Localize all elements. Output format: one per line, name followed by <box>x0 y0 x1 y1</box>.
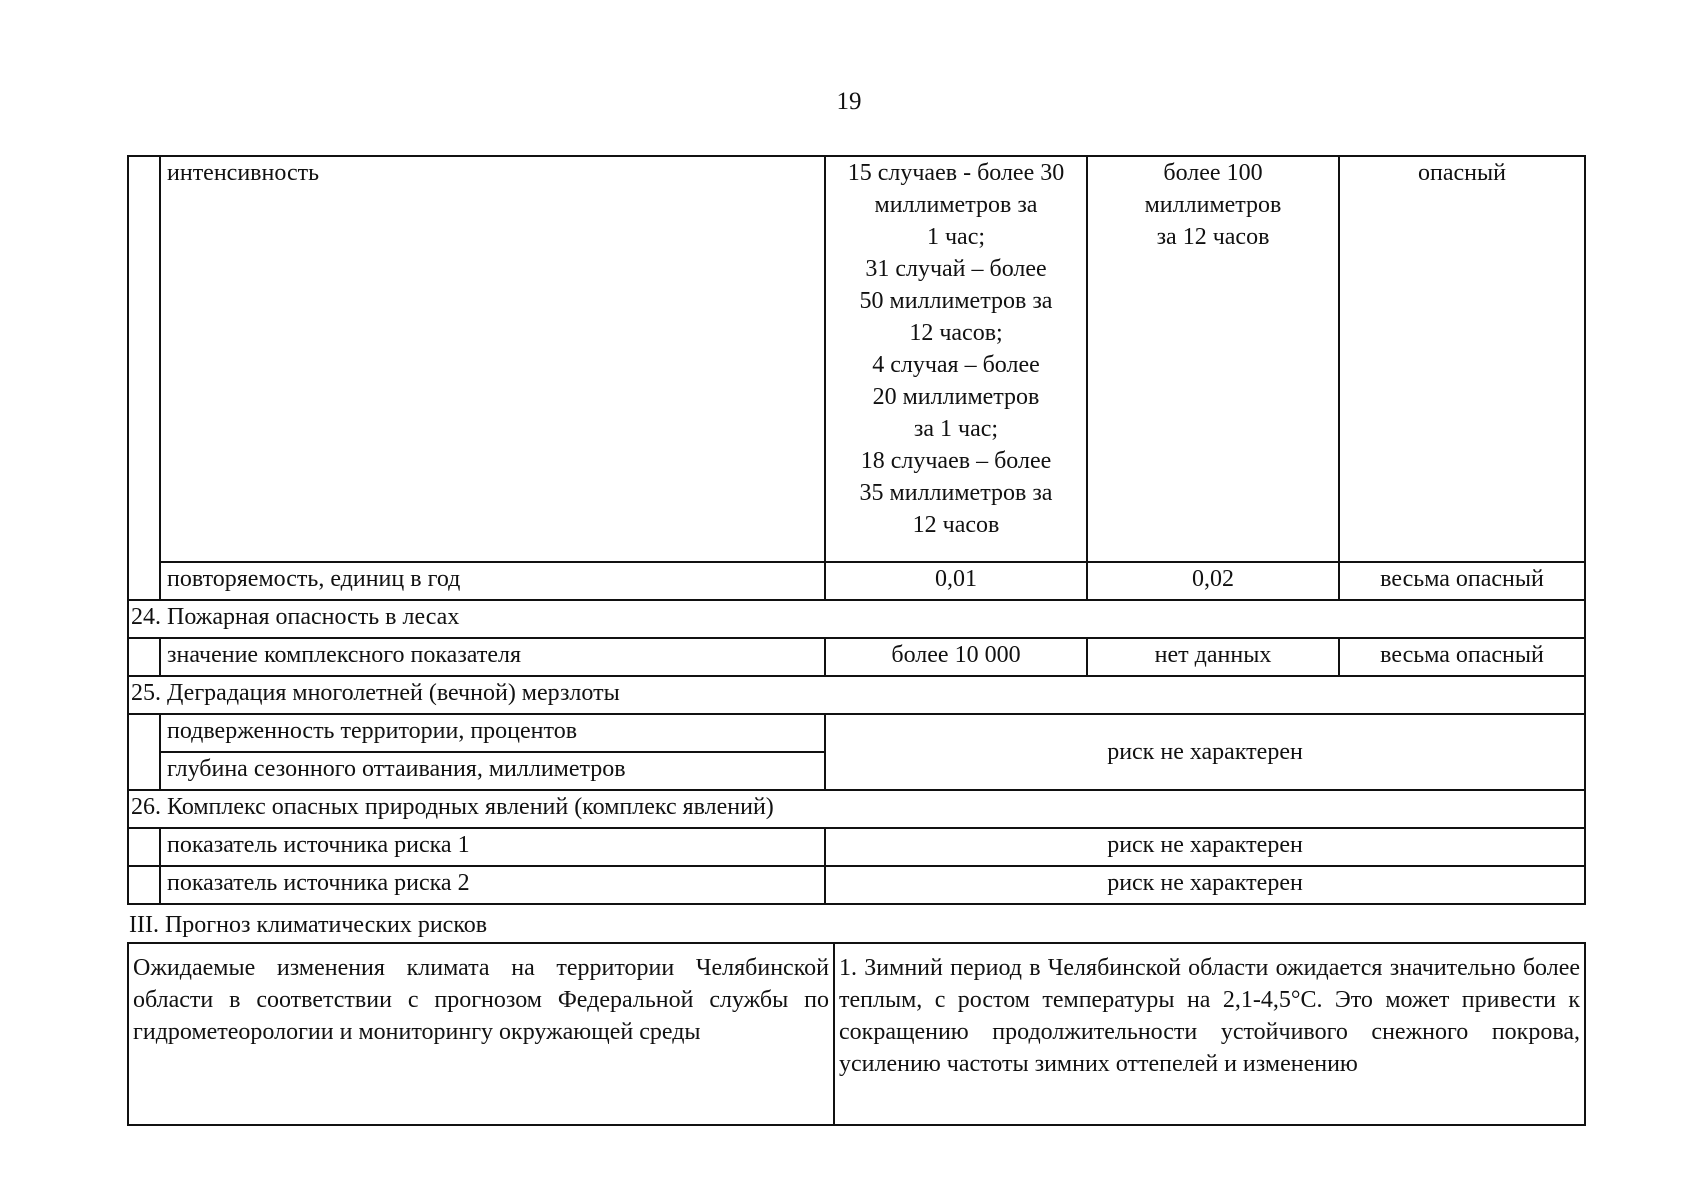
table-row-territory-exposure <box>128 714 1585 752</box>
row-label-complex-index: значение комплексного показателя <box>160 638 825 676</box>
complex-index-danger-level: весьма опасный <box>1339 638 1585 676</box>
row-label-risk-source-2: показатель источника риска 2 <box>160 866 825 904</box>
table-row-intensity <box>128 156 1585 562</box>
risk-source-1-value: риск не характерен <box>825 828 1585 866</box>
page-number: 19 <box>836 88 862 115</box>
complex-index-criterion-value: нет данных <box>1087 638 1339 676</box>
forecast-table <box>127 942 1586 1126</box>
indent-cell <box>128 638 160 676</box>
forecast-left-cell: Ожидаемые изменения климата на территории Челябинской области в соответствии с прогнозом Федеральной службы по гидрометеорологии и мониторингу окружающей среды <box>128 943 834 1125</box>
risk-table <box>127 155 1586 905</box>
section-heading-row-26 <box>128 790 1585 828</box>
intensity-danger-level: опасный <box>1339 156 1585 562</box>
recurrence-observed-value: 0,01 <box>825 562 1087 600</box>
row-label-recurrence: повторяемость, единиц в год <box>160 562 825 600</box>
table-row-recurrence <box>128 562 1585 600</box>
section-heading-row-24 <box>128 600 1585 638</box>
intensity-observed-value: 15 случаев - более 30 миллиметров за 1 час; 31 случай – более 50 миллиметров за 12 часов; 4 случая – более 20 миллиметров за 1 час; 18 случаев – более 35 миллиметров за 12 часов <box>825 156 1087 562</box>
row-label-risk-source-1: показатель источника риска 1 <box>160 828 825 866</box>
table-row-complex-index <box>128 638 1585 676</box>
section-heading-24: 24. Пожарная опасность в лесах <box>128 600 1585 638</box>
permafrost-risk-value: риск не характерен <box>825 714 1585 790</box>
indent-cell <box>128 866 160 904</box>
complex-index-observed-value: более 10 000 <box>825 638 1087 676</box>
intensity-criterion-value: более 100 миллиметров за 12 часов <box>1087 156 1339 562</box>
table-row-risk-source-2 <box>128 866 1585 904</box>
section-heading-26: 26. Комплекс опасных природных явлений (комплекс явлений) <box>128 790 1585 828</box>
section-heading-25: 25. Деградация многолетней (вечной) мерзлоты <box>128 676 1585 714</box>
indent-cell <box>128 714 160 790</box>
row-label-thaw-depth: глубина сезонного оттаивания, миллиметров <box>160 752 825 790</box>
row-label-territory-exposure: подверженность территории, процентов <box>160 714 825 752</box>
indent-cell <box>128 828 160 866</box>
section-title-climate-forecast: III. Прогноз климатических рисков <box>129 912 488 938</box>
row-label-intensity: интенсивность <box>160 156 825 562</box>
table-row-risk-source-1 <box>128 828 1585 866</box>
section-heading-row-25 <box>128 676 1585 714</box>
indent-cell <box>128 156 160 600</box>
recurrence-danger-level: весьма опасный <box>1339 562 1585 600</box>
risk-source-2-value: риск не характерен <box>825 866 1585 904</box>
forecast-right-cell: 1. Зимний период в Челябинской области ожидается значительно более теплым, с ростом температуры на 2,1-4,5°С. Это может привести к сокращению продолжительности устойчивого снежного покрова, усилению частоты зимних оттепелей и изменению <box>834 943 1585 1125</box>
forecast-row <box>128 943 1585 1125</box>
recurrence-criterion-value: 0,02 <box>1087 562 1339 600</box>
